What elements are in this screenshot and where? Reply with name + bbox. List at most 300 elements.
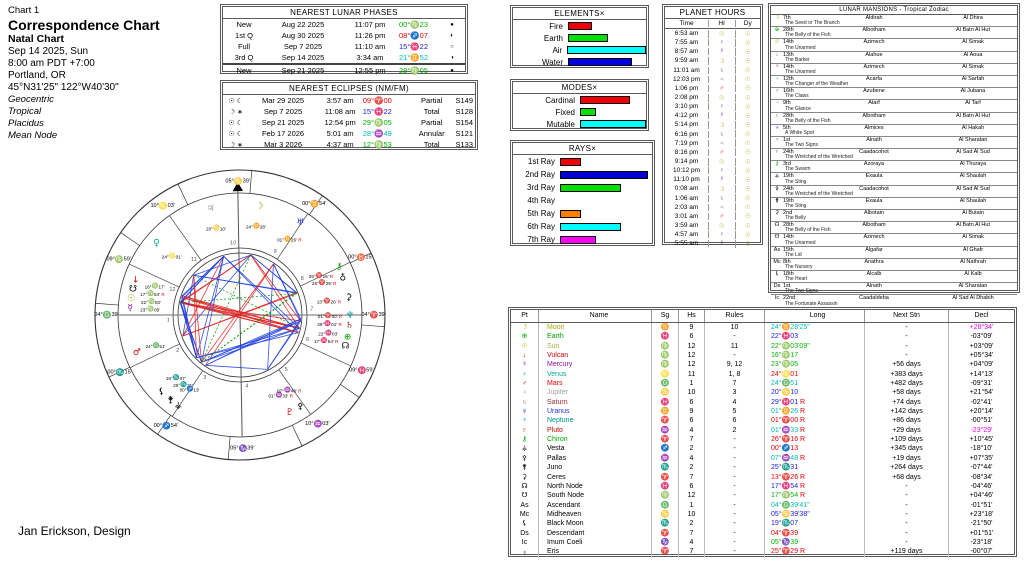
hour-time: 6:16 pm <box>674 130 699 138</box>
pt-longitude: 25°♈29 R <box>764 547 864 556</box>
mansion-name: Azimech <box>863 39 885 46</box>
pt-declination: +04°46' <box>948 491 1014 500</box>
phase-position: 29°♍05 <box>399 66 429 75</box>
bar-value <box>568 22 592 30</box>
day-ruler-glyph: ☉ <box>735 94 760 102</box>
planet-row <box>511 435 1014 444</box>
hour-ruler-glyph: ♀ <box>708 39 734 46</box>
lunar-mansion-row <box>771 52 1017 64</box>
pt-next-station: +86 days <box>864 416 948 425</box>
pt-longitude: 05°♑39 <box>764 538 864 547</box>
pt-longitude: 24°♊28'25" <box>764 323 864 332</box>
setting-zodiac-type: Tropical <box>8 106 42 117</box>
point-glyph: Ic <box>774 295 780 302</box>
planet-hour-row <box>665 93 760 102</box>
planet-glyph-moon: ☽ <box>255 201 264 212</box>
pt-name: Venus <box>538 370 651 379</box>
mansion-point-glyph <box>771 198 783 204</box>
pt-longitude: 00°♐13 <box>764 444 864 453</box>
mansion-arabic-name: Al Ghafr <box>962 246 984 253</box>
planet-degree-label: 26°♈16' R <box>308 272 334 279</box>
lunar-mansion-row <box>771 247 1017 259</box>
pt-rules: 9, 12 <box>704 360 764 369</box>
point-glyph: ☽ <box>774 15 780 21</box>
mansion-point-glyph <box>771 100 783 106</box>
lunar-mansion-row <box>771 295 1017 307</box>
mansion-arabic-name: Al Simak <box>962 234 984 241</box>
sign-boundary-tick <box>121 233 140 246</box>
day-ruler-glyph: ☉ <box>735 203 760 211</box>
day-ruler-glyph: ☉ <box>735 194 760 202</box>
point-glyph: ♃ <box>774 100 780 107</box>
pt-house: 2 <box>678 519 704 528</box>
bar-row <box>513 220 652 233</box>
lunar-phase-row <box>223 52 465 63</box>
pt-sign: ♑ <box>651 538 678 547</box>
mansion-name: Exaula <box>865 173 883 180</box>
phase-position: 00°♍23 <box>399 20 429 29</box>
mansion-arabic-name: Al Dhira <box>963 15 983 21</box>
eclipse-date: Sep 21 2025 <box>261 118 305 127</box>
planet-row <box>511 538 1014 547</box>
planet-hour-row <box>665 47 760 56</box>
pt-glyph <box>511 332 538 341</box>
pt-house: 12 <box>678 360 704 369</box>
pt-sign: ♈ <box>651 473 678 482</box>
lunar-mansions-title: LUNAR MANSIONS - Tropical Zodiac <box>771 6 1017 15</box>
retrograde-marker: R <box>798 426 806 434</box>
eclipse-position: 15°♓22 <box>362 107 392 116</box>
eclipse-type: Total <box>423 107 440 116</box>
pt-glyph <box>511 463 538 472</box>
bar-label: Fire <box>549 21 563 31</box>
pt-longitude: 05°♋39'38" <box>764 510 864 519</box>
hour-time: 11:01 am <box>673 66 700 74</box>
pt-sign: ♏ <box>651 519 678 528</box>
chart-coords: 45°N31'25" 122°W40'30" <box>8 82 119 93</box>
mansion-ordinal: 13th <box>783 51 794 58</box>
mansion-ordinal: 2nd <box>783 210 793 216</box>
bar-row <box>513 194 652 207</box>
pt-next-station: - <box>864 529 948 538</box>
mansion-meaning: The Glance <box>785 105 811 112</box>
bar-row <box>513 155 652 168</box>
pt-rules: 10 <box>704 323 764 332</box>
bar-value <box>580 108 596 116</box>
bar-value <box>560 171 648 179</box>
lunar-mansion-row <box>771 198 1017 210</box>
pt-rules: - <box>704 482 764 491</box>
bar-value <box>560 158 581 166</box>
pt-rules: 2 <box>704 426 764 435</box>
pt-glyph <box>511 473 538 482</box>
lunar-mansion-row <box>771 271 1017 283</box>
planet-hour-row <box>665 130 760 139</box>
house-number: 5 <box>284 367 288 374</box>
bar-row <box>513 56 646 68</box>
planet-row <box>511 351 1014 360</box>
mansion-ordinal: 3rd <box>783 161 791 168</box>
planet-row <box>511 388 1014 397</box>
eclipse-row <box>223 139 475 150</box>
pt-longitude: 17°♍54 R <box>764 491 864 500</box>
pt-glyph <box>511 342 538 351</box>
chart-time: 8:00 am PDT +7:00 <box>8 58 95 69</box>
planet-row <box>511 323 1014 332</box>
eclipse-type: Annular <box>418 129 445 138</box>
point-glyph: Ic <box>521 538 528 546</box>
hour-time: 8:16 pm <box>674 148 699 156</box>
aspect-line <box>273 264 300 319</box>
mansion-name: Algafar <box>865 246 883 253</box>
planet-degree-label: 01°♊26' R <box>277 236 302 243</box>
pt-name: Descendant <box>538 529 651 538</box>
phase-date: Aug 30 2025 <box>281 31 325 40</box>
mansion-arabic-name: Al Sad Al Sud <box>956 149 990 156</box>
planet-degree-label: 22°♓03' <box>318 330 339 337</box>
lunar-phase-row <box>223 41 465 52</box>
pt-sign: ♋ <box>651 388 678 397</box>
pt-next-station: - <box>864 351 948 360</box>
planet-table-panel <box>508 307 1017 557</box>
mansion-arabic-name: Al Thuraya <box>959 161 987 168</box>
point-glyph: ♃ <box>521 389 528 397</box>
mansion-point-glyph <box>771 247 783 253</box>
planet-hour-row <box>665 221 760 230</box>
pt-longitude: 01°♊26 R <box>764 407 864 416</box>
day-ruler-glyph: ☉ <box>735 103 760 111</box>
pt-declination: -21°50' <box>948 519 1014 528</box>
point-glyph: ⚸ <box>521 520 528 528</box>
phase-time: 3:34 am <box>356 53 384 62</box>
pt-rules: - <box>704 435 764 444</box>
modes-rows <box>513 94 646 130</box>
planet-glyph-vulcan: ↓ <box>131 275 140 286</box>
planet-glyph-north-node: ☊ <box>341 341 350 352</box>
planet-row <box>511 463 1014 472</box>
hour-time: 9:14 pm <box>674 158 699 166</box>
hour-time: 8:57 am <box>674 48 699 56</box>
pt-house: 4 <box>678 538 704 547</box>
lunar-mansion-row <box>771 76 1017 88</box>
hour-ruler-glyph: ♄ <box>708 67 734 74</box>
col-rules: Rules <box>704 310 764 322</box>
pt-declination: -04°46' <box>948 482 1014 491</box>
phase-position: 21°♊52 <box>399 53 429 62</box>
pt-name: Ascendant <box>538 501 651 510</box>
planet-row <box>511 454 1014 463</box>
col-long: Long <box>764 310 864 322</box>
pt-rules: - <box>704 491 764 500</box>
planet-row <box>511 379 1014 388</box>
lunar-mansion-row <box>771 234 1017 246</box>
eclipse-saros: S133 <box>455 140 474 149</box>
bar-row <box>513 181 652 194</box>
pt-rules: - <box>704 538 764 547</box>
bar-label: 4th Ray <box>527 196 555 205</box>
pt-name: Saturn <box>538 398 651 407</box>
day-ruler-glyph: ☉ <box>735 185 760 193</box>
pt-house: 7 <box>678 547 704 556</box>
cusp-label: 10°♌03' <box>150 202 175 210</box>
hour-time: 7:55 am <box>674 39 699 47</box>
rays-title: RAYS× <box>513 143 652 155</box>
pt-rules: - <box>704 444 764 453</box>
retrograde-marker: R <box>798 417 806 425</box>
point-glyph: ♂ <box>774 88 780 95</box>
planet-row <box>511 529 1014 538</box>
retrograde-marker: R <box>798 408 806 416</box>
pt-declination: +28°34' <box>948 323 1014 332</box>
lunar-mansion-row <box>771 64 1017 76</box>
point-glyph: ☉ <box>521 342 528 350</box>
mansion-name: Alnath <box>866 136 882 143</box>
aspect-line <box>251 255 301 321</box>
pt-house: 1 <box>678 501 704 510</box>
bar-label: Mutable <box>546 119 575 129</box>
hour-ruler-glyph: ☉ <box>708 30 734 38</box>
day-ruler-glyph: ☉ <box>735 231 760 239</box>
planet-row <box>511 482 1014 491</box>
mansion-ordinal: 19th <box>783 173 794 180</box>
mansion-arabic-name: Al Batn Al Hut <box>956 27 990 34</box>
pt-sign: ♐ <box>651 444 678 453</box>
point-glyph: ⚸ <box>774 270 780 277</box>
mansion-meaning: The Fortunate Assassin <box>785 300 838 307</box>
eclipse-type: Total <box>423 140 440 149</box>
mansion-meaning: The Wretched of the Wretched <box>785 154 853 161</box>
lunar-mansion-row <box>771 15 1017 27</box>
mansion-name: Alnath <box>866 283 882 290</box>
modes-title: MODES× <box>513 82 646 94</box>
col-decl: Decl <box>948 310 1014 322</box>
mansion-ordinal: 12th <box>783 75 794 82</box>
mansion-arabic-name: Al Sad Al Dhabih <box>952 295 994 302</box>
hour-time: 12:03 pm <box>672 75 701 83</box>
bar-value <box>580 120 646 128</box>
pt-next-station: +142 days <box>864 407 948 416</box>
planet-glyph-ceres: ⚳ <box>345 293 353 304</box>
mansion-name: Alcalb <box>866 270 882 277</box>
hour-time: 4:57 am <box>674 231 699 239</box>
pt-longitude: 24°♎51 <box>764 379 864 388</box>
point-glyph: ⊕ <box>521 333 528 341</box>
pt-declination: +20°14' <box>948 407 1014 416</box>
bar-label: Earth <box>543 33 563 43</box>
house-number: 10 <box>230 240 237 247</box>
mansion-meaning: The Wretched of the Wretched <box>785 190 853 197</box>
planet-row <box>511 519 1014 528</box>
point-glyph: As <box>773 246 781 253</box>
pt-name: Midheaven <box>538 510 651 519</box>
point-glyph: ♂ <box>521 380 528 388</box>
mansion-arabic-name: Al Nathrah <box>960 258 986 265</box>
planet-hours-panel <box>662 4 763 248</box>
planet-degree-label: 17°♍54' R <box>140 291 165 298</box>
pt-sign: ♍ <box>651 360 678 369</box>
pt-declination: +04°09' <box>948 360 1014 369</box>
mansion-meaning: The Belly of the Fish <box>785 227 831 234</box>
pt-glyph <box>511 388 538 397</box>
mansion-arabic-name: Al Hakah <box>961 124 985 131</box>
point-glyph: ☋ <box>521 492 528 500</box>
hour-ruler-glyph: ☉ <box>708 222 734 230</box>
setting-zodiac-centering: Geocentric <box>8 94 54 105</box>
mansion-ordinal: 24th <box>783 149 794 156</box>
phase-date: Aug 22 2025 <box>281 20 325 29</box>
pt-name: Uranus <box>538 407 651 416</box>
retrograde-marker: R <box>798 454 806 462</box>
hour-ruler-glyph: ♃ <box>708 204 734 211</box>
planet-row <box>511 547 1014 556</box>
chart-number: Chart 1 <box>8 5 40 16</box>
mansion-name: Alahue <box>865 51 883 58</box>
chart-date: Sep 14 2025, Sun <box>8 46 89 57</box>
mansion-ordinal: 14th <box>783 63 794 70</box>
pt-sign: ♊ <box>651 323 678 332</box>
pt-longitude: 29°♓01 R <box>764 398 864 407</box>
eclipse-icon: ☽ ∗ <box>228 141 243 149</box>
mansion-ordinal: 22nd <box>783 295 796 302</box>
lunar-phases-rows <box>223 19 465 76</box>
pt-name: Jupiter <box>538 388 651 397</box>
pt-longitude: 24°♌01 <box>764 370 864 379</box>
eclipse-date: Mar 3 2026 <box>264 140 303 149</box>
pt-name: Pluto <box>538 426 651 435</box>
hour-ruler-glyph: ♀ <box>708 167 734 174</box>
day-ruler-glyph: ☉ <box>735 39 760 47</box>
pt-rules: - <box>704 529 764 538</box>
pt-declination: -23°18' <box>948 538 1014 547</box>
point-glyph: ☿ <box>521 361 528 369</box>
planet-hour-row <box>665 230 760 239</box>
eclipses-panel <box>220 80 478 150</box>
pt-next-station: +345 days <box>864 444 948 453</box>
point-glyph: ♀ <box>521 370 528 378</box>
pt-longitude: 23°♍05 <box>764 360 864 369</box>
phase-name: 1st Q <box>235 31 253 40</box>
pt-sign: ♍ <box>651 351 678 360</box>
pt-sign: ♒ <box>651 454 678 463</box>
pt-glyph <box>511 538 538 547</box>
mansion-name: Albotain <box>864 210 884 216</box>
pt-house: 4 <box>678 426 704 435</box>
mansion-arabic-name: Al Sharatan <box>958 136 988 143</box>
point-glyph: ⚳ <box>774 210 780 216</box>
planet-degree-label: 23°♍05' <box>140 306 161 313</box>
planet-glyph-pluto: ♇ <box>285 408 294 419</box>
point-glyph: Mc <box>773 258 781 265</box>
point-glyph: ⚴ <box>521 454 528 462</box>
sign-boundary-tick <box>292 425 302 446</box>
day-ruler-glyph: ☉ <box>735 57 760 65</box>
pt-next-station: +58 days <box>864 388 948 397</box>
cusp-label: 00°♏15' <box>107 369 132 377</box>
pt-declination: -09°31' <box>948 379 1014 388</box>
hour-ruler-glyph: ☿ <box>708 48 734 55</box>
eclipse-date: Sep 7 2025 <box>263 107 303 116</box>
planet-hour-row <box>665 75 760 84</box>
page-title: Correspondence Chart <box>8 17 160 33</box>
col-sg: Sg <box>651 310 678 322</box>
mansion-ordinal: 24th <box>783 185 794 192</box>
pt-house: 12 <box>678 342 704 351</box>
pt-declination: -08°34' <box>948 473 1014 482</box>
hour-time: 5:55 am <box>674 240 699 248</box>
pt-sign: ♎ <box>651 379 678 388</box>
pt-name: Mars <box>538 379 651 388</box>
hour-ruler-glyph: ♂ <box>708 85 734 92</box>
hour-time: 2:08 pm <box>674 94 699 102</box>
eclipse-row <box>223 106 475 117</box>
elements-panel <box>510 5 649 68</box>
phase-name: 3rd Q <box>234 53 254 62</box>
pt-sign: ♏ <box>651 463 678 472</box>
phase-name: New <box>236 20 252 29</box>
setting-house-system: Placidus <box>8 118 44 129</box>
point-glyph: ♅ <box>774 124 780 131</box>
house-number: 8 <box>300 275 304 282</box>
planet-hour-row <box>665 184 760 193</box>
mansion-meaning: The Unarmed <box>785 68 816 75</box>
planet-glyph-jupiter: ♃ <box>206 204 215 215</box>
lunar-mansion-row <box>771 149 1017 161</box>
hour-ruler-glyph: ☽ <box>708 121 734 129</box>
eclipse-time: 12:54 pm <box>324 118 356 127</box>
planet-hour-row <box>665 175 760 184</box>
planet-hours-title: PLANET HOURS <box>665 7 760 19</box>
mansion-ordinal: 19th <box>783 197 794 204</box>
moon-phase-icon: ● <box>450 21 454 28</box>
lunar-mansion-row <box>771 173 1017 185</box>
setting-node-type: Mean Node <box>8 130 58 141</box>
planet-table-header <box>511 310 1014 323</box>
mansion-ordinal: 1st <box>783 283 791 290</box>
pt-house: 9 <box>678 323 704 332</box>
eclipse-saros: S149 <box>455 96 474 105</box>
hour-time: 5:14 pm <box>674 121 699 129</box>
mansion-arabic-name: Al Shaulah <box>959 173 987 180</box>
point-glyph: ⚵ <box>774 197 780 204</box>
bar-row <box>513 94 646 106</box>
col-next-stn: Next Stn <box>864 310 948 322</box>
planet-hour-row <box>665 84 760 93</box>
planet-degree-label: 01°♒33' R <box>268 392 293 399</box>
house-number: 9 <box>273 249 277 256</box>
pt-name: North Node <box>538 482 651 491</box>
rays-rows <box>513 155 652 246</box>
mansion-ordinal: 9th <box>783 100 791 107</box>
cusp-label: 09°♓59' <box>349 367 374 375</box>
planet-row <box>511 426 1014 435</box>
point-glyph: ↓ <box>775 51 779 58</box>
point-glyph: ☽ <box>521 324 528 331</box>
pt-name: Earth <box>538 332 651 341</box>
pt-rules: - <box>704 351 764 360</box>
pt-sign: ♈ <box>651 529 678 538</box>
pt-declination: +07°35' <box>948 454 1014 463</box>
planet-hour-row <box>665 120 760 129</box>
planet-hour-row <box>665 239 760 248</box>
designer-credit: Jan Erickson, Design <box>18 524 131 538</box>
pt-glyph <box>511 519 538 528</box>
hour-ruler-glyph: ☿ <box>708 240 734 247</box>
planet-glyph-mercury: ☿ <box>127 303 133 314</box>
day-ruler-glyph: ☉ <box>735 48 760 56</box>
hour-ruler-glyph: ♀ <box>708 103 734 110</box>
planet-table-rows <box>511 323 1014 557</box>
pt-next-station: +56 days <box>864 360 948 369</box>
